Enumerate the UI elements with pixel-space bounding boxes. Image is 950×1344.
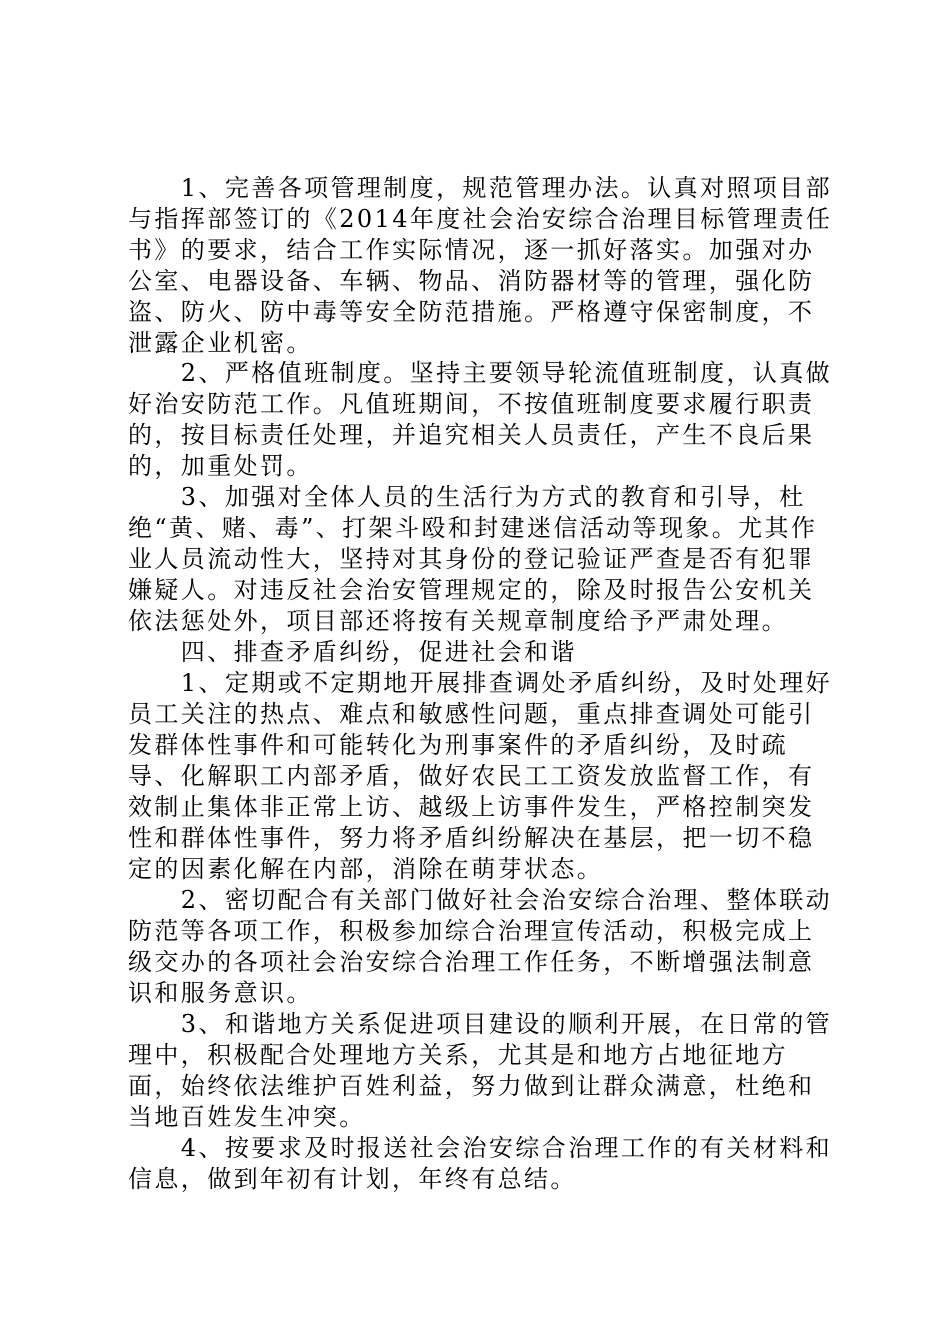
paragraph-cooperation: 2、密切配合有关部门做好社会治安综合治理、整体联动防范等各项工作，积极参加综合治理宣传活动，积极完成上级交办的各项社会治安综合治理工作任务，不断增强法制意识和服务意识。 — [128, 886, 833, 1007]
paragraph-reporting: 4、按要求及时报送社会治安综合治理工作的有关材料和信息，做到年初有计划，年终有总结。 — [128, 1134, 833, 1193]
paragraph-dispute-investigation: 1、定期或不定期地开展排查调处矛盾纠纷，及时处理好员工关注的热点、难点和敏感性问题，重点排查调处可能引发群体性事件和可能转化为刑事案件的矛盾纠纷，及时疏导、化解职工内部矛盾，做好农民工工资发放监督工作，有效制止集体非正常上访、越级上访事件发生，严格控制突发性和群体性事件，努力将矛盾纠纷解决在基层，把一切不稳定的因素化解在内部，消除在萌芽状态。 — [128, 669, 833, 883]
paragraph-management-system: 1、完善各项管理制度，规范管理办法。认真对照项目部与指挥部签订的《2014年度社会治安综合治理目标管理责任书》的要求，结合工作实际情况，逐一抓好落实。加强对办公室、电器设备、车辆、物品、消防器材等的管理，强化防盗、防火、防中毒等安全防范措施。严格遵守保密制度，不泄露企业机密。 — [128, 174, 833, 357]
section-heading-four: 四、排查矛盾纠纷，促进社会和谐 — [128, 638, 577, 666]
paragraph-local-relations: 3、和谐地方关系促进项目建设的顺利开展，在日常的管理中，积极配合处理地方关系，尤其是和地方占地征地方面，始终依法维护百姓利益，努力做到让群众满意，杜绝和当地百姓发生冲突。 — [128, 1010, 833, 1131]
paragraph-education-guidance: 3、加强对全体人员的生活行为方式的教育和引导，杜绝“黄、赌、毒”、打架斗殴和封建迷信活动等现象。尤其作业人员流动性大，坚持对其身份的登记验证严查是否有犯罪嫌疑人。对违反社会治安管理规定的，除及时报告公安机关依法惩处外，项目部还将按有关规章制度给予严肃处理。 — [128, 483, 818, 635]
paragraph-duty-system: 2、严格值班制度。坚持主要领导轮流值班制度，认真做好治安防范工作。凡值班期间，不按值班制度要求履行职责的，按目标责任处理，并追究相关人员责任，产生不良后果的，加重处罚。 — [128, 359, 833, 480]
